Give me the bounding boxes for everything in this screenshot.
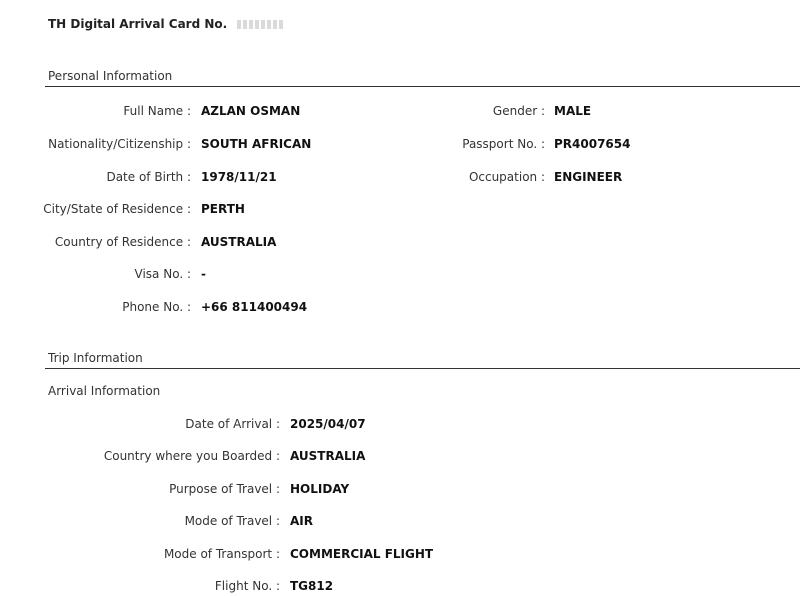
occupation-field: [0, 169, 623, 185]
date-of-arrival-value: 2025/04/07: [290, 417, 366, 431]
full-name-value: AZLAN OSMAN: [201, 104, 301, 118]
passport-number-field: [0, 136, 631, 152]
mode-of-transport-field: [0, 546, 434, 562]
country-of-residence-field: [0, 234, 277, 250]
country-boarded-value: AUSTRALIA: [290, 449, 366, 463]
card-title: [48, 17, 283, 31]
gender-label: Gender :: [492, 104, 545, 118]
purpose-of-travel-field: [0, 481, 350, 497]
mode-of-transport-label: Mode of Transport :: [163, 547, 280, 561]
nationality-value: SOUTH AFRICAN: [201, 137, 312, 151]
gender-field: [0, 103, 592, 119]
mode-of-transport-value: COMMERCIAL FLIGHT: [290, 547, 434, 561]
trip-information-divider: [45, 368, 800, 369]
date-of-arrival-field: [0, 416, 366, 432]
flight-number-value: TG812: [290, 579, 334, 593]
passport-number-value: PR4007654: [554, 137, 631, 151]
full-name-label: Full Name :: [123, 104, 191, 118]
date-of-birth-value: 1978/11/21: [201, 170, 277, 184]
country-boarded-field: [0, 448, 366, 464]
visa-number-label: Visa No. :: [134, 267, 191, 281]
city-of-residence-label: City/State of Residence :: [43, 202, 191, 216]
arrival-information-heading: Arrival Information: [48, 384, 161, 398]
trip-information-heading: Trip Information: [48, 351, 143, 365]
personal-information-heading: Personal Information: [48, 69, 173, 83]
date-of-birth-label: Date of Birth :: [106, 170, 191, 184]
mode-of-travel-value: AIR: [290, 514, 313, 528]
country-of-residence-value: AUSTRALIA: [201, 235, 277, 249]
occupation-label: Occupation :: [468, 170, 545, 184]
phone-number-value: +66 811400494: [201, 300, 308, 314]
city-of-residence-value: PERTH: [201, 202, 245, 216]
city-of-residence-field: [0, 201, 245, 217]
occupation-value: ENGINEER: [554, 170, 623, 184]
country-of-residence-label: Country of Residence :: [54, 235, 191, 249]
phone-number-field: [0, 299, 308, 315]
phone-number-label: Phone No. :: [122, 300, 191, 314]
flight-number-field: [0, 578, 334, 594]
country-boarded-label: Country where you Boarded :: [103, 449, 280, 463]
flight-number-label: Flight No. :: [214, 579, 280, 593]
purpose-of-travel-label: Purpose of Travel :: [169, 482, 280, 496]
passport-number-label: Passport No. :: [462, 137, 545, 151]
visa-number-value: -: [201, 267, 206, 281]
purpose-of-travel-value: HOLIDAY: [290, 482, 350, 496]
redacted-card-number: [237, 20, 283, 29]
gender-value: MALE: [554, 104, 592, 118]
date-of-arrival-label: Date of Arrival :: [185, 417, 280, 431]
nationality-label: Nationality/Citizenship :: [48, 137, 191, 151]
mode-of-travel-field: [0, 513, 313, 529]
mode-of-travel-label: Mode of Travel :: [184, 514, 280, 528]
personal-information-divider: [45, 86, 800, 87]
card-title-text: TH Digital Arrival Card No.: [48, 17, 228, 31]
visa-number-field: [0, 266, 206, 282]
